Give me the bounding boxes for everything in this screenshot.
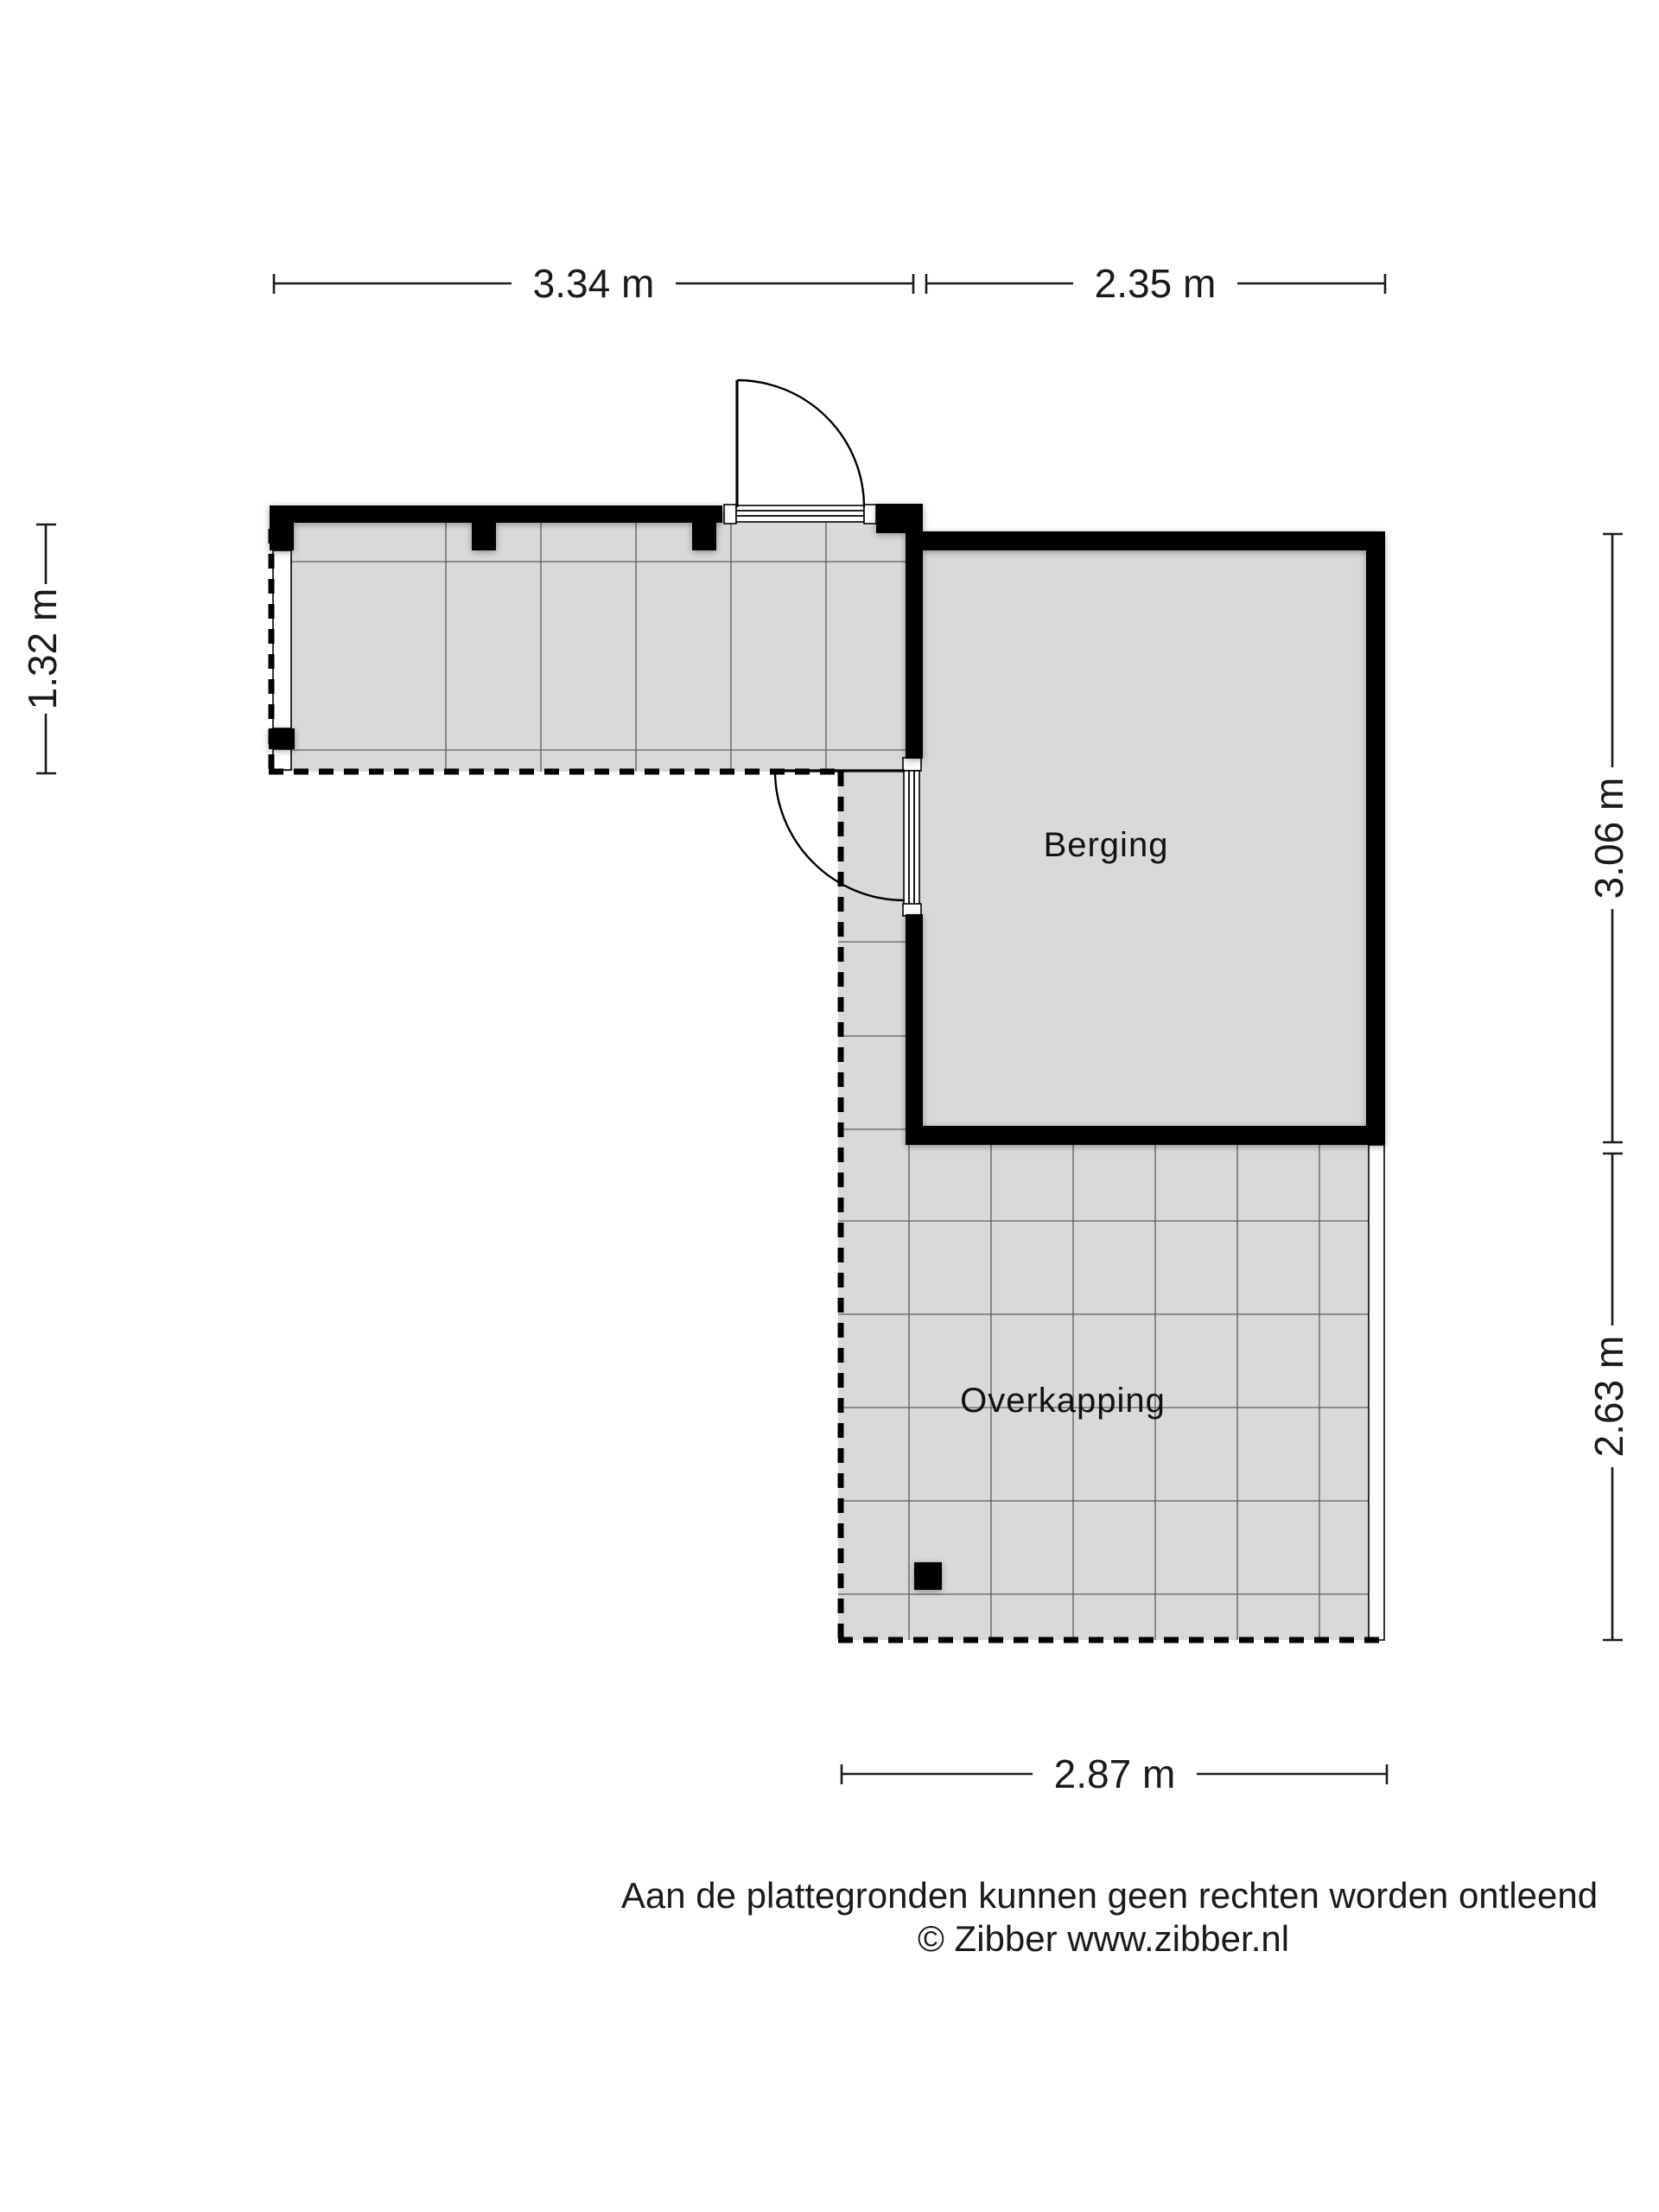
dimension-label-bottom: 2.87 m <box>1053 1751 1176 1796</box>
dimension-left <box>20 524 65 773</box>
dimension-annotations <box>20 261 1631 1796</box>
berging-door-jamb-top <box>903 758 921 771</box>
dimension-label-top-left: 3.34 m <box>532 261 655 306</box>
dimension-bottom <box>842 1751 1387 1796</box>
dimension-label-left: 1.32 m <box>20 588 66 710</box>
dimension-top-left <box>274 261 913 306</box>
overkapping-post <box>914 1562 942 1590</box>
dimension-label-right-lower: 2.63 m <box>1586 1335 1632 1458</box>
top-door-jamb-right <box>864 505 876 524</box>
strip-post-2 <box>692 523 716 550</box>
strip-corner-left <box>270 505 294 550</box>
berging-door-panel <box>904 771 919 905</box>
footer-credit: © Zibber www.zibber.nl <box>917 1918 1290 1959</box>
strip-top-wall <box>270 505 722 523</box>
footer-disclaimer: Aan de plattegronden kunnen geen rechten worden ontleend <box>620 1875 1599 1916</box>
berging-wall-right <box>1366 531 1385 1145</box>
dimension-right-upper <box>1586 534 1631 1142</box>
left-open-side <box>273 550 291 728</box>
garage-strip-floor <box>273 512 906 772</box>
berging-wall-left-lower <box>906 914 923 1145</box>
corner-connector <box>876 504 923 533</box>
berging-wall-bottom <box>906 1126 1385 1145</box>
dimension-label-right-upper: 3.06 m <box>1586 777 1632 899</box>
footer <box>621 1875 1598 1959</box>
top-door-jamb-left <box>724 505 736 524</box>
dimension-top-right <box>926 261 1385 306</box>
top-door-sill <box>736 505 864 522</box>
left-open-side-lower <box>273 749 291 770</box>
dimension-label-top-right: 2.35 m <box>1094 261 1217 306</box>
berging-wall-top <box>906 531 1385 550</box>
dimension-right-lower <box>1586 1154 1631 1640</box>
room-label-berging: Berging <box>1043 826 1169 864</box>
berging-door-jamb-bottom <box>903 904 921 916</box>
berging-wall-left-upper <box>906 531 923 759</box>
top-door-swing-arc <box>737 380 864 507</box>
floor-fills <box>273 512 1382 1640</box>
room-label-overkapping: Overkapping <box>960 1382 1166 1420</box>
overkapping-right-open-side <box>1369 1145 1384 1640</box>
strip-post-1 <box>472 523 496 550</box>
